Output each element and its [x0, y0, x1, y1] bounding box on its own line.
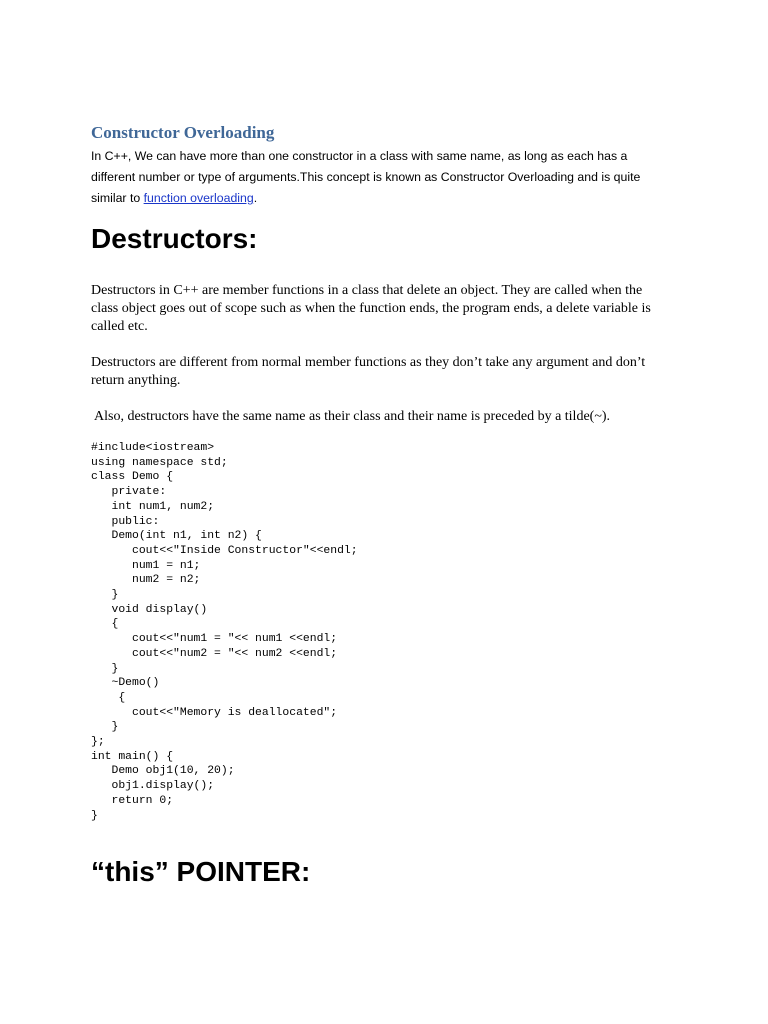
intro-text-end: . [253, 191, 258, 205]
destructors-paragraph-1: Destructors in C++ are member functions in a class that delete an object. They are called when the class object goes out of scope such as when the function ends, the program ends, a delete variable is called etc. [91, 283, 651, 334]
function-overloading-link[interactable]: function overloading [143, 191, 254, 205]
destructors-paragraph-2: Destructors are different from normal member functions as they don’t take any argument and don’t return anything. [91, 355, 646, 388]
destructors-heading: Destructors: [91, 223, 258, 254]
constructor-overloading-heading: Constructor Overloading [91, 123, 275, 142]
intro-text: In C++, We can have more than one constructor in a class with same name, as long as each has a different number or type of arguments.This concept is known as Constructor Overloading and is quite similar to [91, 149, 641, 205]
constructor-overloading-paragraph [91, 146, 671, 209]
this-pointer-heading: “this” POINTER: [91, 856, 311, 887]
destructor-code-example: #include<iostream> using namespace std; class Demo { private: int num1, num2; public: Demo(int n1, int n2) { cout<<"Inside Constructor"<<endl; num1 = n1; num2 = n2; } void display() { cout<<"num1 = "<< num1 <<endl; cout<<"num2 = "<< num2 <<endl; } ~Demo() { cout<<"Memory is deallocated"; } }; int main() { Demo obj1(10, 20); obj1.display(); return 0; } [91, 442, 358, 822]
destructors-paragraph-3: Also, destructors have the same name as their class and their name is preceded by a tilde(~). [94, 409, 611, 424]
